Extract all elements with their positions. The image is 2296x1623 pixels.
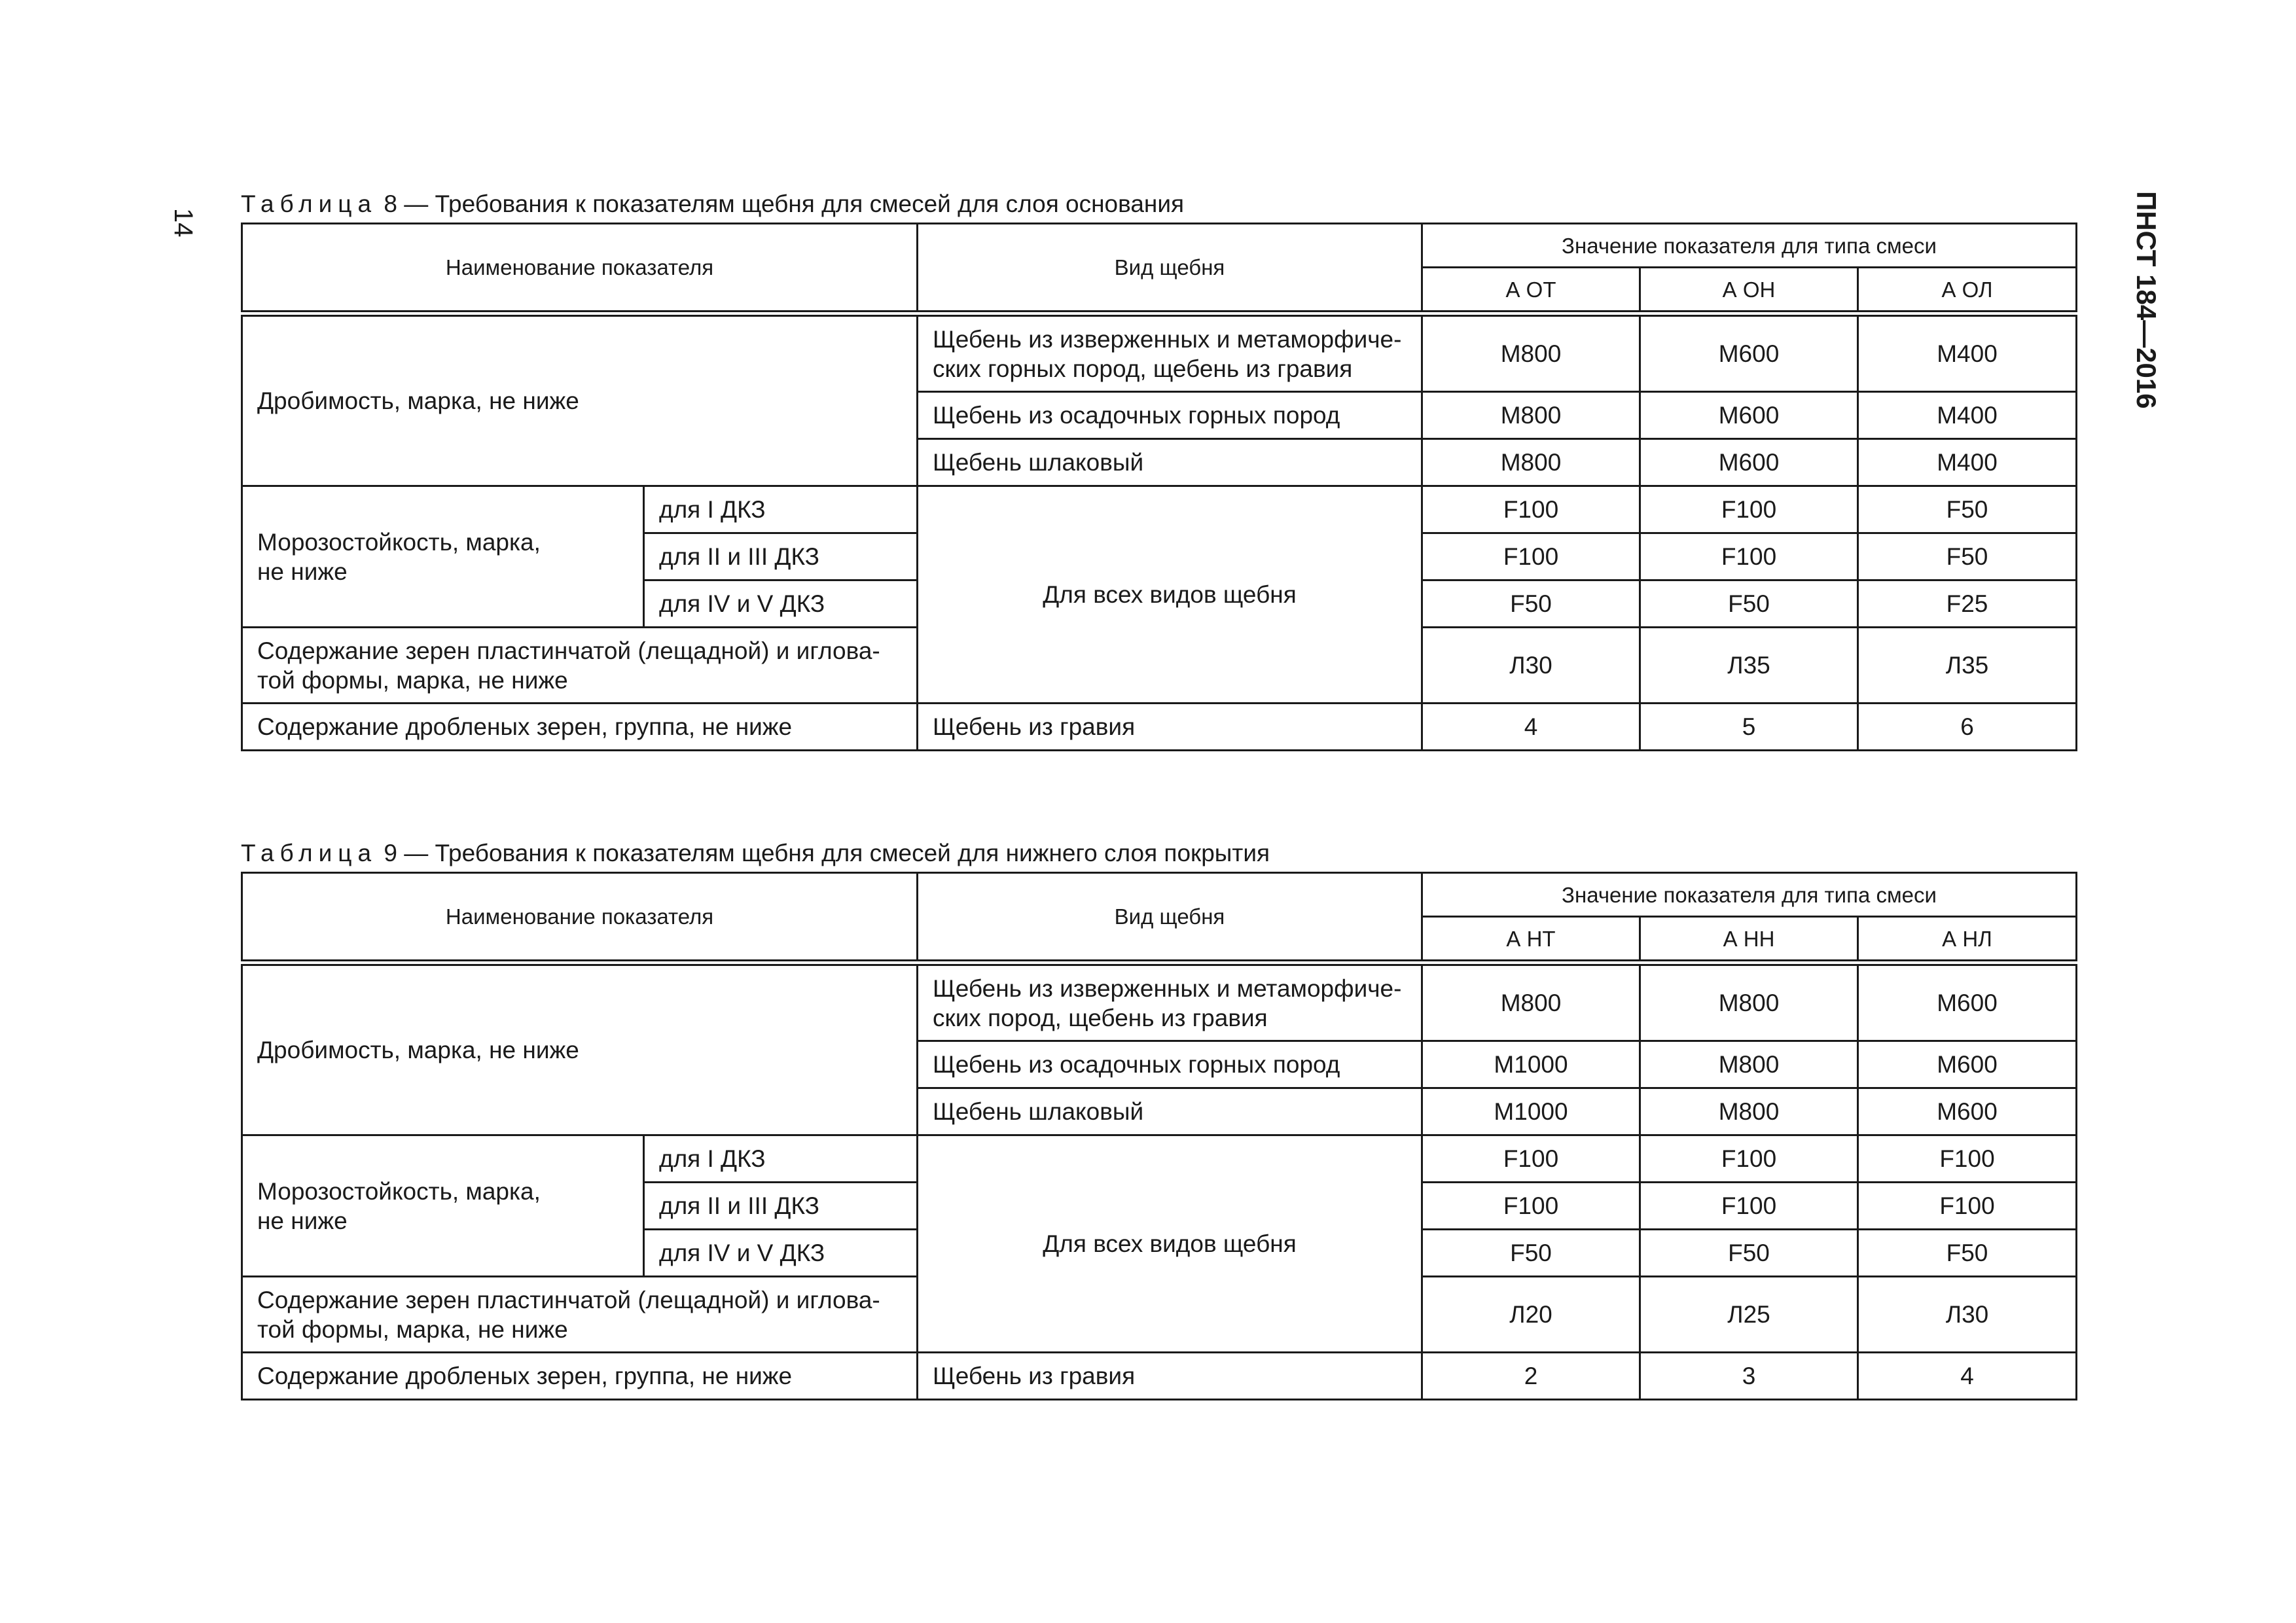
value-cell: М800 [1422,439,1640,486]
row-kind: Щебень из осадочных горных пород [918,1041,1422,1088]
row-frost-sub: для IV и V ДКЗ [644,1230,918,1277]
row-kind: Щебень из осадочных горных пород [918,392,1422,439]
table-8-caption-text: 8 — Требования к показателям щебня для смесей для слоя основания [377,190,1185,217]
header-value-group: Значение показателя для типа смеси [1422,224,2077,268]
row-frost-sub: для I ДКЗ [644,486,918,533]
table-row [242,1135,2077,1183]
value-cell: F50 [1422,1230,1640,1277]
table-9-caption-label: Таблица [241,840,378,866]
row-flaky-name: Содержание зерен пластинчатой (лещадной) и иглова- той формы, марка, не ниже [242,628,918,704]
row-crushed-name: Содержание дробленых зерен, группа, не ниже [242,1353,918,1400]
value-cell: М600 [1858,963,2077,1041]
value-cell: Л30 [1858,1277,2077,1353]
value-cell: М400 [1858,439,2077,486]
value-cell: Л35 [1858,628,2077,704]
table-9 [241,872,2077,1400]
row-kind: Щебень шлаковый [918,439,1422,486]
header-type-1: А ОТ [1422,268,1640,314]
row-frost-sub: для II и III ДКЗ [644,1183,918,1230]
value-cell: F100 [1422,486,1640,533]
value-cell: F50 [1422,580,1640,628]
value-cell: Л30 [1422,628,1640,704]
row-frost-sub: для IV и V ДКЗ [644,580,918,628]
value-cell: F100 [1422,533,1640,580]
value-cell: 6 [1858,704,2077,751]
value-cell: 4 [1422,704,1640,751]
value-cell: Л25 [1640,1277,1858,1353]
value-cell: 2 [1422,1353,1640,1400]
row-kind: Щебень из гравия [918,704,1422,751]
table-row [242,313,2077,392]
table-row [242,1353,2077,1400]
value-cell: Л20 [1422,1277,1640,1353]
value-cell: 4 [1858,1353,2077,1400]
value-cell: F50 [1858,533,2077,580]
row-flaky-name: Содержание зерен пластинчатой (лещадной) и иглова- той формы, марка, не ниже [242,1277,918,1353]
value-cell: F100 [1422,1135,1640,1183]
header-type-3: А ОЛ [1858,268,2077,314]
value-cell: М800 [1422,392,1640,439]
value-cell: М600 [1858,1088,2077,1135]
page-number: 14 [169,208,198,238]
value-cell: М600 [1640,313,1858,392]
row-frost-name: Морозостойкость, марка, не ниже [242,1135,644,1277]
value-cell: F100 [1640,533,1858,580]
table-row [242,963,2077,1041]
row-frost-name: Морозостойкость, марка, не ниже [242,486,644,628]
row-frost-sub: для I ДКЗ [644,1135,918,1183]
value-cell: F50 [1858,1230,2077,1277]
value-cell: М600 [1640,439,1858,486]
value-cell: F50 [1640,580,1858,628]
row-crushability-name: Дробимость, марка, не ниже [242,963,918,1135]
value-cell: F100 [1858,1183,2077,1230]
row-kind: Щебень из гравия [918,1353,1422,1400]
value-cell: 3 [1640,1353,1858,1400]
value-cell: 5 [1640,704,1858,751]
table-row [242,486,2077,533]
header-type-1: А НТ [1422,917,1640,963]
row-crushability-name: Дробимость, марка, не ниже [242,313,918,486]
value-cell: М1000 [1422,1041,1640,1088]
header-value-group: Значение показателя для типа смеси [1422,873,2077,917]
value-cell: М800 [1422,963,1640,1041]
value-cell: F25 [1858,580,2077,628]
header-type-2: А НН [1640,917,1858,963]
row-all-kinds: Для всех видов щебня [918,1135,1422,1353]
row-crushed-name: Содержание дробленых зерен, группа, не ниже [242,704,918,751]
value-cell: М400 [1858,313,2077,392]
standard-code: ПНСТ 184—2016 [2131,191,2162,409]
table-9-caption [241,835,2075,872]
value-cell: М800 [1422,313,1640,392]
table-8 [241,223,2077,751]
header-type-3: А НЛ [1858,917,2077,963]
value-cell: F100 [1640,1135,1858,1183]
header-indicator-name: Наименование показателя [242,873,918,963]
value-cell: М400 [1858,392,2077,439]
table-9-block [241,835,2075,1400]
table-8-caption [241,186,2075,223]
header-type-2: А ОН [1640,268,1858,314]
value-cell: F100 [1640,1183,1858,1230]
row-kind: Щебень из изверженных и метаморфиче- ских горных пород, щебень из гравия [918,313,1422,392]
row-kind: Щебень шлаковый [918,1088,1422,1135]
table-row [242,704,2077,751]
value-cell: М600 [1640,392,1858,439]
value-cell: F50 [1858,486,2077,533]
value-cell: F100 [1422,1183,1640,1230]
header-crushed-stone-kind: Вид щебня [918,873,1422,963]
table-8-caption-label: Таблица [241,190,378,217]
value-cell: М800 [1640,963,1858,1041]
header-indicator-name: Наименование показателя [242,224,918,314]
header-crushed-stone-kind: Вид щебня [918,224,1422,314]
row-frost-sub: для II и III ДКЗ [644,533,918,580]
value-cell: М800 [1640,1041,1858,1088]
value-cell: F50 [1640,1230,1858,1277]
table-9-caption-text: 9 — Требования к показателям щебня для смесей для нижнего слоя покрытия [377,840,1270,866]
value-cell: М1000 [1422,1088,1640,1135]
value-cell: М600 [1858,1041,2077,1088]
value-cell: F100 [1858,1135,2077,1183]
value-cell: F100 [1640,486,1858,533]
value-cell: Л35 [1640,628,1858,704]
table-8-block [241,186,2075,751]
row-all-kinds: Для всех видов щебня [918,486,1422,704]
row-kind: Щебень из изверженных и метаморфиче- ских пород, щебень из гравия [918,963,1422,1041]
value-cell: М800 [1640,1088,1858,1135]
